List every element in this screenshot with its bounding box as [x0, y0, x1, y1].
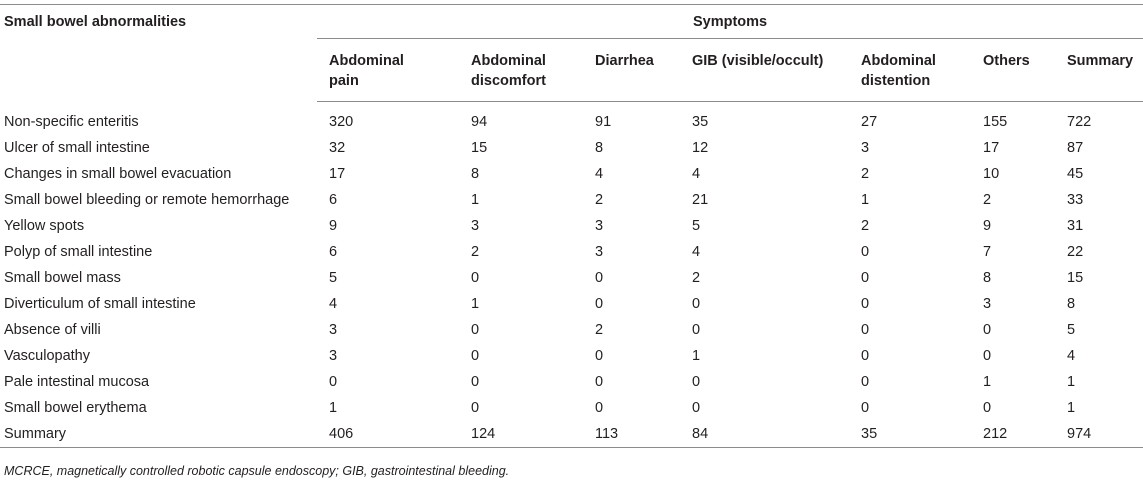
- row-label: Pale intestinal mucosa: [4, 373, 150, 390]
- table-cell: 0: [471, 399, 480, 416]
- row-header-title: Small bowel abnormalities: [0, 5, 317, 102]
- table-cell: 9: [983, 217, 992, 234]
- header-row-1: [0, 5, 1143, 39]
- table-cell: 84: [680, 421, 849, 448]
- column-header-line: GIB (visible/occult): [692, 53, 824, 69]
- table-cell: 7: [983, 243, 992, 260]
- table-footnote: MCRCE, magnetically controlled robotic capsule endoscopy; GIB, gastrointestinal bleeding.: [4, 464, 510, 478]
- table-row: [0, 369, 1143, 395]
- column-header-line: Diarrhea: [595, 53, 654, 69]
- table-cell: 2: [595, 191, 604, 208]
- column-header-line: pain: [329, 73, 359, 89]
- table-cell: 0: [595, 269, 604, 286]
- column-header-line: Summary: [1067, 53, 1134, 69]
- row-label: Vasculopathy: [4, 347, 90, 364]
- table-cell: 0: [861, 243, 870, 260]
- table-cell: 4: [595, 165, 604, 182]
- column-header-line: distention: [861, 73, 931, 89]
- table-cell: 0: [595, 295, 604, 312]
- table-cell: 0: [861, 373, 870, 390]
- table-body: [0, 102, 1143, 448]
- column-header: [971, 39, 1055, 102]
- row-label: Small bowel mass: [4, 269, 121, 286]
- table-cell: 0: [983, 347, 992, 364]
- table-row: [0, 102, 1143, 135]
- table-cell: 0: [595, 373, 604, 390]
- table-cell: 5: [329, 269, 338, 286]
- table-cell: 31: [1067, 217, 1084, 234]
- table-cell: 27: [861, 113, 878, 130]
- table-cell: 0: [595, 399, 604, 416]
- table-cell: 0: [329, 373, 338, 390]
- table-cell: 3: [983, 295, 992, 312]
- table-cell: 3: [595, 243, 604, 260]
- table-cell: 2: [861, 165, 870, 182]
- table-cell: 722: [1067, 113, 1092, 130]
- table-cell: 0: [861, 347, 870, 364]
- column-header-line: Abdominal: [329, 53, 404, 69]
- row-label: Summary: [0, 421, 317, 448]
- column-header-line: Abdominal: [471, 53, 546, 69]
- table-cell: 0: [692, 321, 701, 338]
- table-cell: 4: [1067, 347, 1076, 364]
- table-cell: 3: [595, 217, 604, 234]
- table-cell: 5: [1067, 321, 1076, 338]
- table-cell: 1: [861, 191, 870, 208]
- table-cell: 2: [861, 217, 870, 234]
- table-cell: 4: [329, 295, 338, 312]
- table-cell: 17: [983, 139, 1000, 156]
- row-label: Small bowel bleeding or remote hemorrhage: [4, 191, 290, 208]
- column-header-line: Others: [983, 53, 1030, 69]
- row-label: Absence of villi: [4, 321, 101, 338]
- table-cell: 406: [317, 421, 459, 448]
- table-row: [0, 239, 1143, 265]
- row-label: Changes in small bowel evacuation: [4, 165, 232, 182]
- row-label: Diverticulum of small intestine: [4, 295, 196, 312]
- table-cell: 12: [692, 139, 709, 156]
- table-cell: 8: [595, 139, 604, 156]
- row-label: Non-specific enteritis: [4, 113, 139, 130]
- column-header: [459, 39, 583, 102]
- table-cell: 320: [329, 113, 354, 130]
- table-row: [0, 395, 1143, 421]
- table-cell: 2: [471, 243, 480, 260]
- table-cell: 974: [1055, 421, 1143, 448]
- table-cell: 0: [692, 399, 701, 416]
- table-cell: 9: [329, 217, 338, 234]
- table-row: [0, 343, 1143, 369]
- row-label: Ulcer of small intestine: [4, 139, 150, 156]
- table-cell: 124: [459, 421, 583, 448]
- table-cell: 15: [471, 139, 488, 156]
- table-cell: 2: [595, 321, 604, 338]
- table-cell: 0: [983, 321, 992, 338]
- table-cell: 3: [329, 347, 338, 364]
- table-cell: 0: [471, 269, 480, 286]
- table-cell: 1: [1067, 399, 1076, 416]
- column-header: [317, 39, 459, 102]
- table-cell: 5: [692, 217, 701, 234]
- table-row: [0, 187, 1143, 213]
- table-cell: 0: [471, 321, 480, 338]
- row-label: Polyp of small intestine: [4, 243, 153, 260]
- column-header-line: discomfort: [471, 73, 546, 89]
- table-cell: 1: [329, 399, 338, 416]
- table-cell: 0: [692, 373, 701, 390]
- table-cell: 1: [471, 191, 480, 208]
- group-header-symptoms: Symptoms: [317, 5, 1143, 39]
- table-cell: 6: [329, 243, 338, 260]
- table-cell: 45: [1067, 165, 1084, 182]
- table-row: [0, 421, 1143, 448]
- table-cell: 0: [861, 321, 870, 338]
- table-cell: 8: [471, 165, 480, 182]
- table-row: [0, 291, 1143, 317]
- table-cell: 15: [1067, 269, 1084, 286]
- column-header: [1055, 39, 1143, 102]
- row-label: Yellow spots: [4, 217, 85, 234]
- column-header-line: Abdominal: [861, 53, 936, 69]
- table-cell: 0: [471, 347, 480, 364]
- table-cell: 113: [583, 421, 680, 448]
- table-row: [0, 135, 1143, 161]
- table-cell: 32: [329, 139, 346, 156]
- table-cell: 1: [692, 347, 701, 364]
- table-cell: 10: [983, 165, 1000, 182]
- table-cell: 212: [971, 421, 1055, 448]
- column-header: [680, 39, 849, 102]
- table-cell: 0: [595, 347, 604, 364]
- table-cell: 4: [692, 165, 701, 182]
- table-cell: 4: [692, 243, 701, 260]
- table-cell: 91: [595, 113, 612, 130]
- symptoms-table: [0, 4, 1143, 448]
- table-cell: 155: [983, 113, 1008, 130]
- table-cell: 35: [849, 421, 971, 448]
- column-header: [849, 39, 971, 102]
- table-cell: 0: [692, 295, 701, 312]
- table-row: [0, 213, 1143, 239]
- table-cell: 94: [471, 113, 488, 130]
- table-cell: 22: [1067, 243, 1084, 260]
- table-cell: 35: [692, 113, 709, 130]
- table-cell: 0: [471, 373, 480, 390]
- table-cell: 8: [983, 269, 992, 286]
- table-cell: 21: [692, 191, 709, 208]
- table-row: [0, 317, 1143, 343]
- table-cell: 2: [692, 269, 701, 286]
- table-cell: 17: [329, 165, 346, 182]
- table-cell: 3: [471, 217, 480, 234]
- table-cell: 1: [471, 295, 480, 312]
- table-cell: 0: [861, 269, 870, 286]
- table-cell: 33: [1067, 191, 1084, 208]
- table-row: [0, 161, 1143, 187]
- table-cell: 6: [329, 191, 338, 208]
- table-cell: 0: [983, 399, 992, 416]
- table-cell: 1: [1067, 373, 1076, 390]
- table-cell: 3: [329, 321, 338, 338]
- table-row: [0, 265, 1143, 291]
- table-cell: 8: [1067, 295, 1076, 312]
- row-label: Small bowel erythema: [4, 399, 147, 416]
- table-cell: 3: [861, 139, 870, 156]
- table-cell: 0: [861, 295, 870, 312]
- table-cell: 0: [861, 399, 870, 416]
- table-cell: 2: [983, 191, 992, 208]
- column-header: [583, 39, 680, 102]
- table-cell: 87: [1067, 139, 1084, 156]
- table-cell: 1: [983, 373, 992, 390]
